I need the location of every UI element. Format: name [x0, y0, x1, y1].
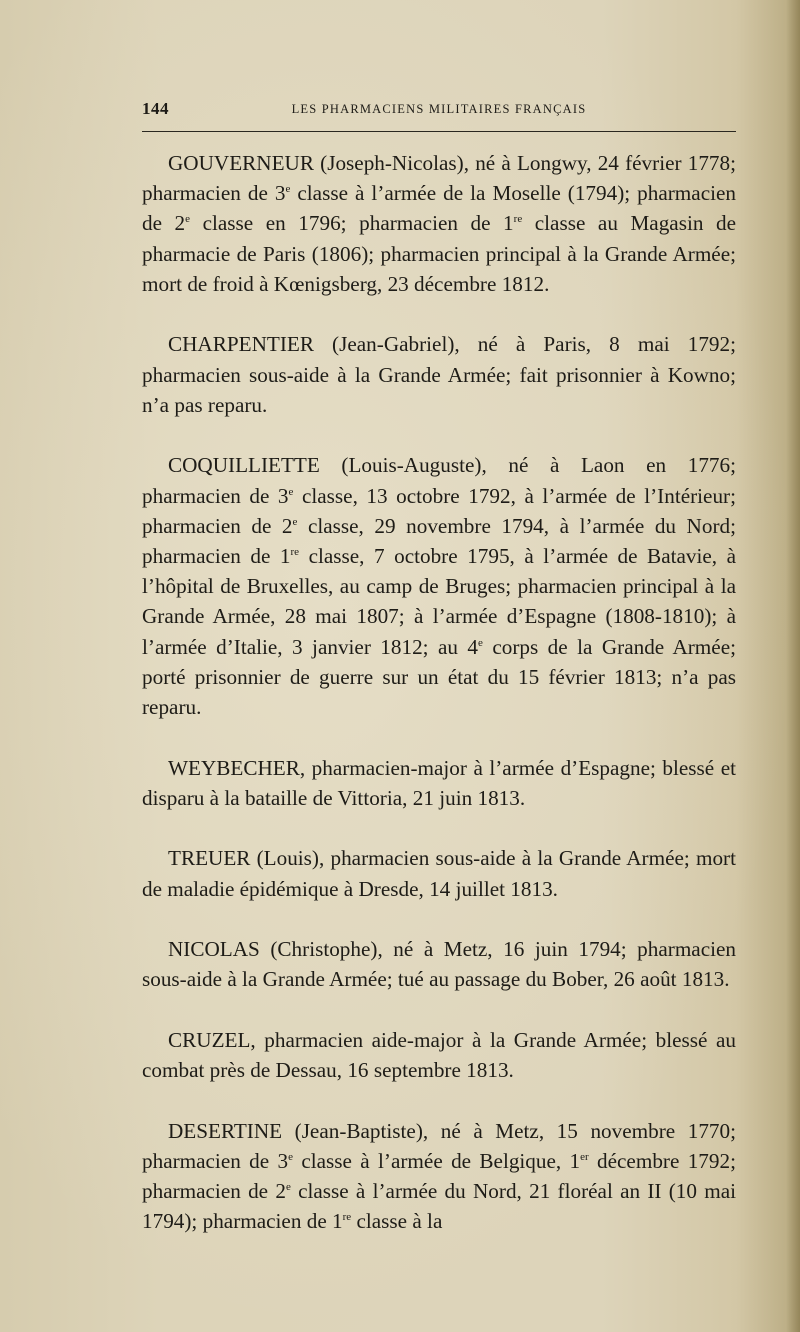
running-title: LES PHARMACIENS MILITAIRES FRANÇAIS	[291, 102, 587, 116]
page-header	[142, 99, 736, 125]
page-edge-shadow	[786, 0, 800, 1332]
entry-coquilliette: COQUILLIETTE (Louis-Auguste), né à Laon en 1776; pharmacien de 3e classe, 13 octobre 1792, à l’armée de l’Intérieur; pharmacien de 2e classe, 29 novembre 1794, à l’armée du Nord; pharmacien de 1re classe, 7 octobre 1795, à l’armée de Batavie, à l’hôpital de Bruxelles, au camp de Bruges; pharmacien principal à la Grande Armée, 28 mai 1807; à l’armée d’Espagne (1808-1810); à l’armée d’Italie, 3 janvier 1812; au 4e corps de la Grande Armée; porté prisonnier de guerre sur un état du 15 février 1813; n’a pas reparu.	[142, 453, 736, 720]
entry-desertine: DESERTINE (Jean-Baptiste), né à Metz, 15 novembre 1770; pharmacien de 3e classe à l’armée de Belgique, 1er décembre 1792; pharmacien de 2e classe à l’armée du Nord, 21 floréal an II (10 mai 1794); pharmacien de 1re classe à la	[142, 1118, 736, 1234]
entry-cruzel: CRUZEL, pharmacien aide-major à la Grande Armée; blessé au combat près de Dessau, 16 septembre 1813.	[142, 1028, 736, 1083]
entry-treuer: TREUER (Louis), pharmacien sous-aide à la Grande Armée; mort de maladie épidémique à Dresde, 14 juillet 1813.	[142, 846, 736, 901]
entries-list	[142, 148, 736, 1237]
entry-nicolas: NICOLAS (Christophe), né à Metz, 16 juin 1794; pharmacien sous-aide à la Grande Armée; tué au passage du Bober, 26 août 1813.	[142, 937, 736, 992]
entry-weybecher: WEYBECHER, pharmacien-major à l’armée d’Espagne; blessé et disparu à la bataille de Vittoria, 21 juin 1813.	[142, 755, 736, 810]
page-number: 144	[142, 99, 169, 118]
entry-charpentier: CHARPENTIER (Jean-Gabriel), né à Paris, 8 mai 1792; pharmacien sous-aide à la Grande Armée; fait prisonnier à Kowno; n’a pas reparu.	[142, 332, 736, 417]
entry-gouverneur: GOUVERNEUR (Joseph-Nicolas), né à Longwy, 24 février 1778; pharmacien de 3e classe à l’armée de la Moselle (1794); pharmacien de 2e classe en 1796; pharmacien de 1re classe au Magasin de pharmacie de Paris (1806); pharmacien principal à la Grande Armée; mort de froid à Kœnigsberg, 23 décembre 1812.	[142, 151, 736, 296]
header-rule	[142, 131, 736, 132]
